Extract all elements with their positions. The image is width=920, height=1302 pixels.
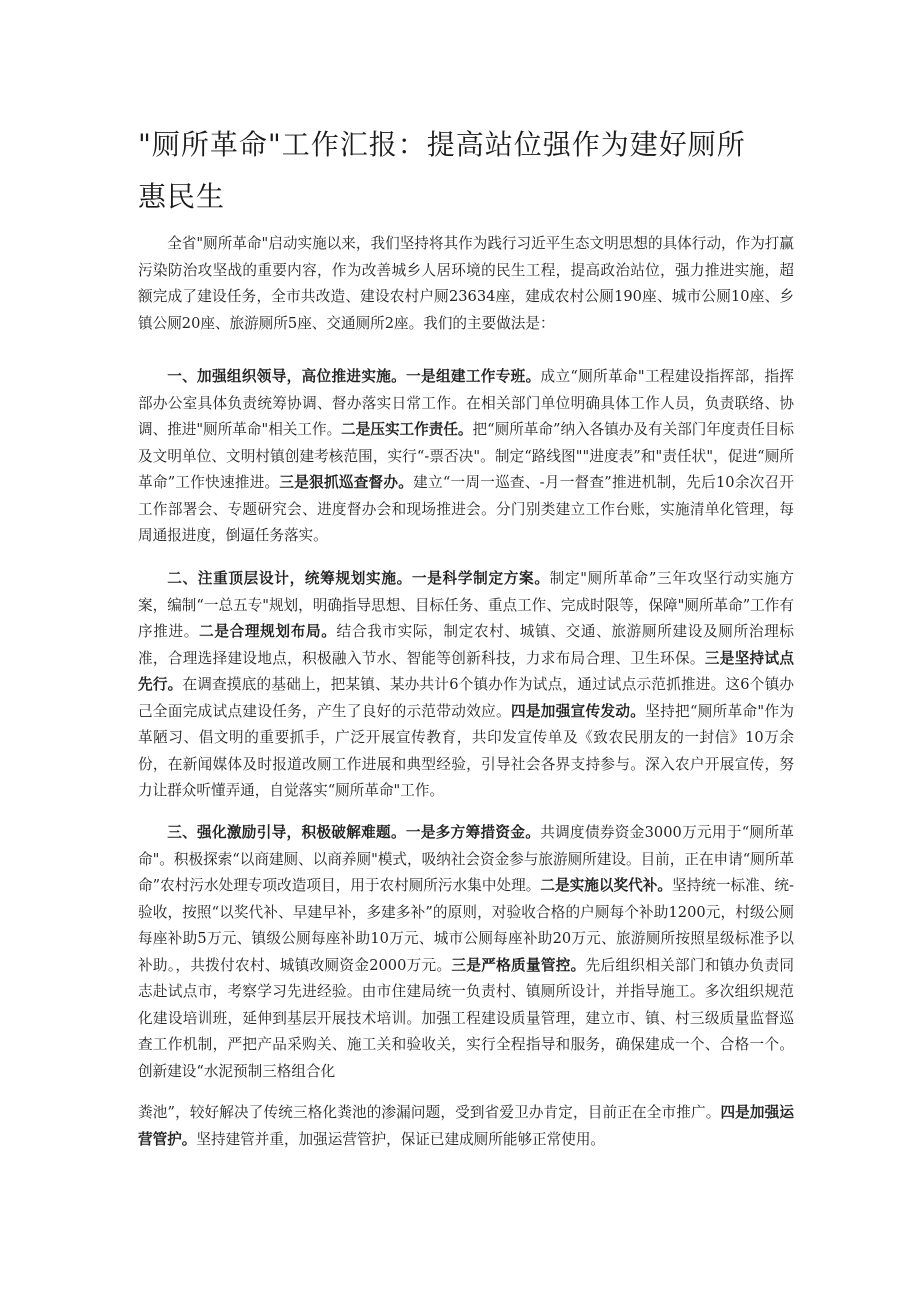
section-3-point-3-text: 先后组织相关部门和镇办负责同志赴试点市，考察学习先进经验。由市住建局统一负责村、镇厕所设计，并指导施工。多次组织规范化建设培训班，延伸到基层开展技术培训。加强工程建设质量管理，建立市、镇、村三级质量监督巡查工作机制，严把产品采购关、施工关和验收关，实行全程指导和服务，确保建成一个、合格一个。创新建设“水泥预制三格组合化 [138, 956, 794, 1080]
section-2-point-3-label: 三是坚持试点先行。 [138, 649, 794, 693]
section-3-point-1-text: 共调度债券资金3000万元用于“厕所革命"。积极探索“以商建厕、以商养厕"模式，吸纳社会资金参与旅游厕所建设。目前，正在申请“厕所革命”农村污水处理专项改造项目，用于农村厕所污水集中处理。 [138, 824, 794, 894]
continuation-text-1: 粪池”，较好解决了传统三格化粪池的渗漏问题，受到省爱卫办肯定，目前正在全市推广。 [138, 1104, 721, 1121]
section-1-point-1-text: 成立“厕所革命"工程建设指挥部，指挥部办公室具体负责统筹协调、督办落实日常工作。在相关部门单位明确具体工作人员，负责联络、协调、推进"厕所革命"相关工作。 [138, 368, 794, 438]
section-3-paragraph [138, 820, 794, 1085]
section-3-point-1-label: 一是多方筹措资金。 [405, 824, 541, 841]
document-title-line-2: 惠民生 [138, 180, 226, 213]
section-2-point-2-text: 结合我市实际，制定农村、城镇、交通、旅游厕所建设及厕所治理标准，合理选择建设地点，积极融入节水、智能等创新科技，力求布局合理、卫生环保。 [138, 623, 794, 667]
section-1-point-3-label: 三是狠抓巡查督办。 [279, 474, 414, 491]
section-1-point-3-text: 建立“一周一巡查、-月一督查”推进机制，先后10余次召开工作部署会、专题研究会、进度督办会和现场推进会。分门别类建立工作台账，实施清单化管理，每周通报进度，倒逼任务落实。 [138, 474, 794, 544]
section-2-point-2-label: 二是合理规划布局。 [199, 623, 337, 640]
section-1-point-2-label: 二是压实工作责任。 [341, 421, 473, 438]
section-1-paragraph [138, 364, 794, 550]
section-2-heading: 二、注重顶层设计，统筹规划实施。 [167, 570, 412, 587]
section-1-heading: 一、加强组织领导，高位推进实施。 [167, 368, 407, 385]
section-1-point-1-label: 一是组建工作专班。 [406, 368, 541, 385]
document-title-line-1: "厕所革命"工作汇报：提高站位强作为建好厕所 [138, 128, 746, 161]
section-1-point-2-text: 把“厕所革命”纳入各镇办及有关部门年度责任目标及文明单位、文明村镇创建考核范围，实行“-票否决"。制定“路线图""进度表”和"责任状"，促进“厕所革命”工作快速推进。 [138, 421, 794, 491]
section-2-point-4-text: 坚持把“厕所革命"作为革陋习、倡文明的重要抓手，广泛开展宣传教育，共印发宣传单及《致农民朋友的一封信》10万余份，在新闻媒体及时报道改厕工作进展和典型经验，引导社会各界支持参与。深入农户开展宣传，努力让群众听懂弄通，自觉落实“厕所革命"工作。 [138, 702, 794, 799]
continuation-text-2: 坚持建管并重，加强运营管护，保证已建成厕所能够正常使用。 [196, 1130, 606, 1148]
intro-paragraph: 全省"厕所革命"启动实施以来，我们坚持将其作为践行习近平生态文明思想的具体行动，作为打赢污染防治攻坚战的重要内容，作为改善城乡人居环境的民生工程，提高政治站位，强力推进实施，超额完成了建设任务，全市共改造、建设农村户厕23634座，建成农村公厕190座、城市公厕10座、乡镇公厕20座、旅游厕所5座、交通厕所2座。我们的主要做法是： [138, 235, 794, 332]
section-3-point-2-text: 坚持统一标准、统-验收，按照“以奖代补、早建早补，多建多补”的原则，对验收合格的户厕每个补助1200元，村级公厕每座补助5万元、镇级公厕每座补助10万元、城市公厕每座补助20万元、旅游厕所按照星级标准予以补助。，共拨付农村、城镇改厕资金2000万元。 [138, 877, 794, 974]
section-2-point-4-label: 四是加强宣传发动。 [510, 702, 646, 720]
section-3-point-3-label: 三是严格质量管控。 [451, 956, 586, 974]
section-3-point-4-label: 四是加强运营管护。 [138, 1104, 794, 1148]
continuation-paragraph [138, 1100, 794, 1153]
section-2-paragraph [138, 566, 794, 805]
section-3-point-2-label: 二是实施以奖代补。 [540, 877, 673, 894]
section-2-point-1-text: 制定"厕所革命”三年攻坚行动实施方案，编制“一总五专"规划，明确指导思想、目标任务、重点工作、完成时限等，保障"厕所革命”工作有序推进。 [138, 570, 794, 640]
section-2-point-3-text: 在调查摸底的基础上，把某镇、某办共计6个镇办作为试点，通过试点示范抓推进。这6个镇办己全面完成试点建设任务，产生了良好的示范带动效应。 [138, 676, 794, 720]
section-2-point-1-label: 一是科学制定方案。 [411, 570, 550, 587]
section-3-heading: 三、强化激励引导，积极破解难题。 [167, 824, 406, 841]
